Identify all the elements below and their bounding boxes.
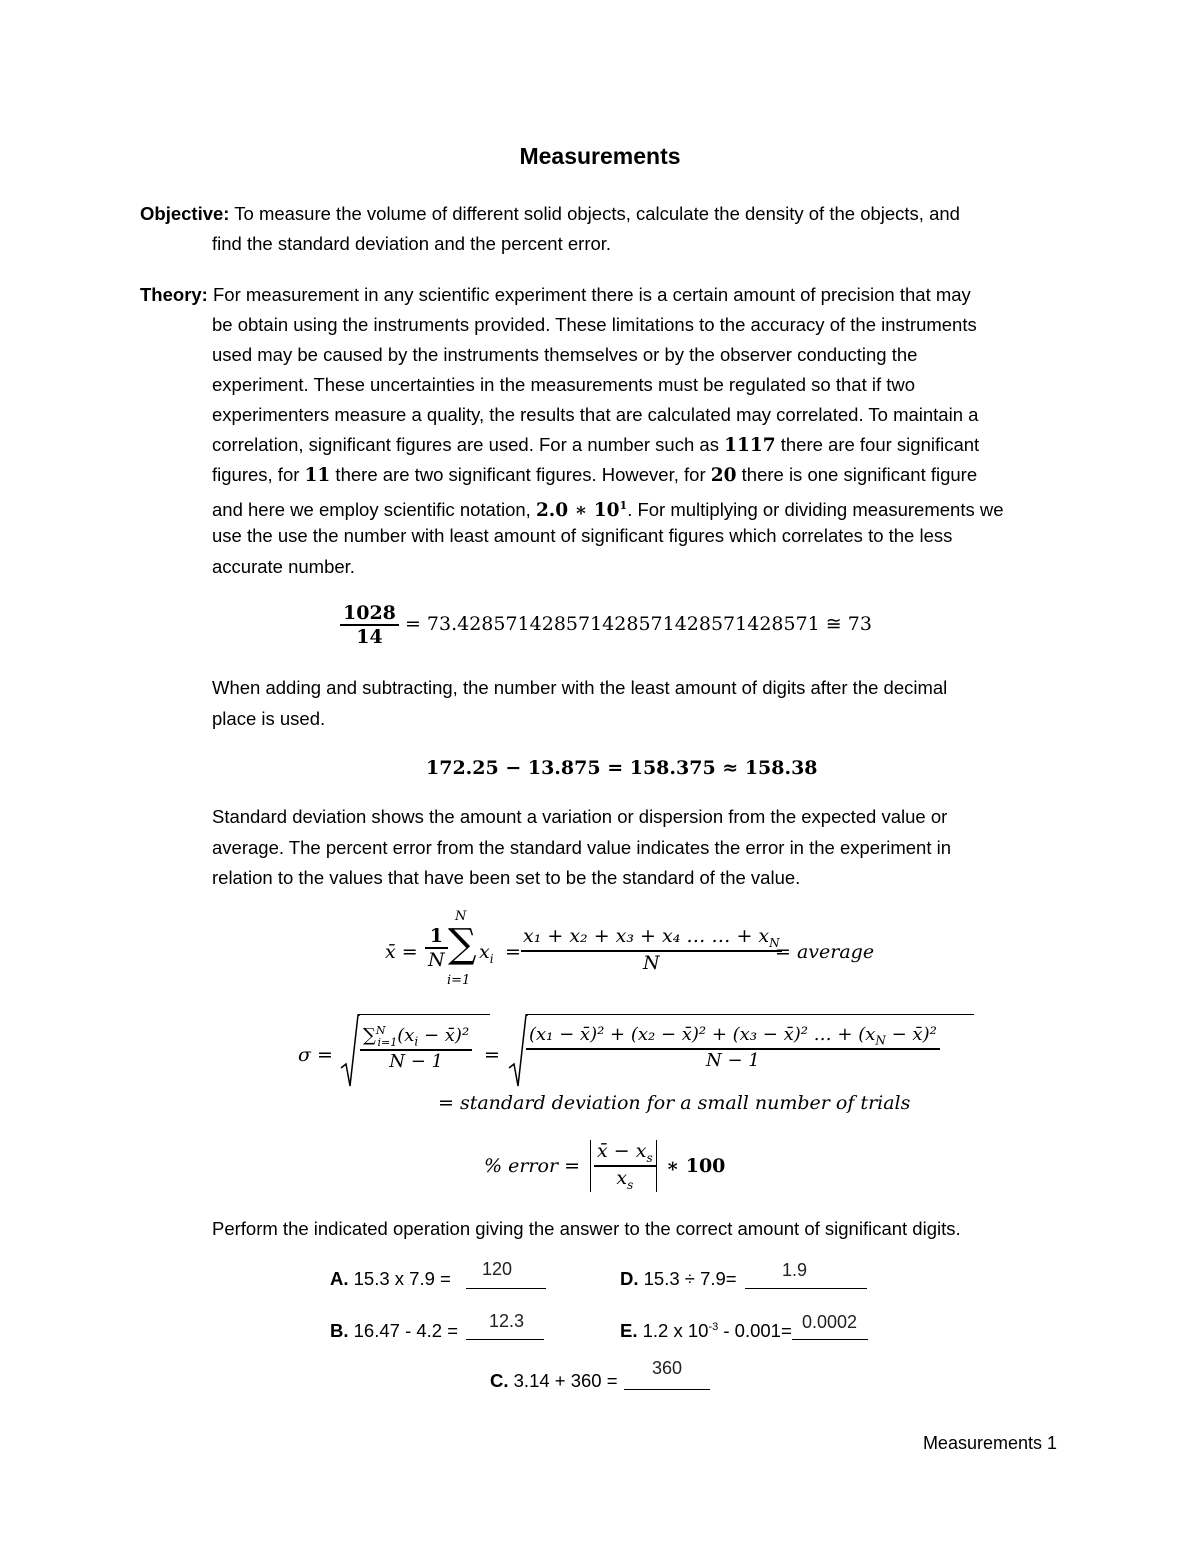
problem-e-expr-post: - 0.001= bbox=[718, 1320, 792, 1341]
problem-c bbox=[490, 1370, 618, 1392]
answer-blank-d[interactable] bbox=[745, 1288, 867, 1289]
division-equation bbox=[340, 602, 872, 648]
scientific-notation: 2.0 ∗ 10 bbox=[535, 500, 620, 522]
sigma-numerator-2-sub: N bbox=[875, 1033, 886, 1048]
sum-numerator bbox=[521, 925, 782, 952]
problem-b-label: B. bbox=[330, 1320, 349, 1341]
average-lhs: x̄ = bbox=[385, 941, 418, 963]
sum-numerator-subscript: N bbox=[769, 935, 780, 950]
theory-text-6a: correlation, significant figures are used. For a number such as bbox=[212, 434, 725, 455]
problem-b-expr: 16.47 - 4.2 = bbox=[348, 1320, 459, 1341]
instruction-text: Perform the indicated operation giving the answer to the correct amount of significant digits. bbox=[212, 1218, 961, 1239]
answer-blank-c[interactable] bbox=[624, 1389, 710, 1390]
equals-sign: = bbox=[505, 941, 521, 963]
sqrt-symbol-2 bbox=[508, 1012, 528, 1088]
sum-sup: N bbox=[375, 1024, 386, 1037]
sigma-numerator-1-tail: − x̄)² bbox=[418, 1025, 470, 1046]
sum-term bbox=[479, 941, 494, 966]
number-1117: 1117 bbox=[724, 435, 776, 456]
theory-line-7 bbox=[212, 460, 977, 491]
answer-e: 0.0002 bbox=[802, 1312, 858, 1332]
theory-line-9: use the use the number with least amount of significant figures which correlates to the less bbox=[212, 525, 953, 546]
sigma-numerator-1-sub: i bbox=[414, 1034, 419, 1049]
sigma-denominator-1: N − 1 bbox=[389, 1050, 443, 1072]
error-denominator-text: x bbox=[616, 1166, 628, 1189]
error-numerator-text: x̄ − x bbox=[597, 1140, 647, 1162]
division-fraction bbox=[340, 602, 399, 648]
problem-a bbox=[330, 1268, 451, 1290]
problem-c-expr: 3.14 + 360 = bbox=[508, 1370, 618, 1391]
sigma-fraction-1 bbox=[360, 1024, 472, 1072]
error-lhs: % error = bbox=[484, 1155, 580, 1177]
sigma-denominator-2: N − 1 bbox=[706, 1049, 760, 1071]
theory-text-7c: there is one significant figure bbox=[736, 464, 978, 485]
problem-a-label: A. bbox=[330, 1268, 349, 1289]
theory-text-8b: . For multiplying or dividing measurements we bbox=[627, 499, 1004, 521]
sigma-equals: = bbox=[484, 1044, 500, 1066]
stddev-line-3: relation to the values that have been set to be the standard of the value. bbox=[212, 867, 801, 888]
sqrt-symbol-1 bbox=[340, 1012, 360, 1088]
sum-fraction bbox=[521, 925, 782, 974]
sigma-lhs: σ = bbox=[298, 1044, 333, 1066]
problem-c-label: C. bbox=[490, 1370, 509, 1391]
problem-d-expr: 15.3 ÷ 7.9= bbox=[638, 1268, 737, 1289]
sum-denominator: N bbox=[643, 951, 660, 974]
answer-b: 12.3 bbox=[489, 1311, 525, 1331]
theory-label: Theory: bbox=[140, 284, 208, 305]
theory-text-7a: figures, for bbox=[212, 464, 305, 485]
adding-line-2: place is used. bbox=[212, 708, 326, 729]
sigma-lower-limit: i=1 bbox=[447, 973, 471, 988]
objective-text-1: To measure the volume of different solid objects, calculate the density of the objects, and bbox=[229, 203, 960, 224]
theory-line-10: accurate number. bbox=[212, 556, 355, 577]
answer-c: 360 bbox=[652, 1358, 683, 1378]
error-rhs: ∗ 100 bbox=[666, 1155, 726, 1177]
problem-e-expr-pre: 1.2 x 10 bbox=[637, 1320, 709, 1341]
error-fraction bbox=[594, 1140, 656, 1192]
theory-text-6b: there are four significant bbox=[775, 434, 980, 455]
error-denominator-sub: s bbox=[627, 1177, 634, 1192]
x-subscript-i: i bbox=[489, 951, 494, 966]
theory-text-8a: and here we employ scientific notation, bbox=[212, 499, 536, 521]
sigma-upper-limit: N bbox=[455, 909, 467, 924]
error-denominator bbox=[594, 1167, 656, 1192]
theory-line-4: experiment. These uncertainties in the measurements must be regulated so that if two bbox=[212, 374, 916, 395]
sigma-fraction-2 bbox=[526, 1024, 940, 1071]
theory-text-1: For measurement in any scientific experiment there is a certain amount of precision that may bbox=[207, 284, 971, 305]
fraction-n: N bbox=[428, 949, 445, 971]
division-denominator: 14 bbox=[356, 626, 383, 648]
page-footer: Measurements 1 bbox=[922, 1433, 1057, 1453]
sigma-numerator-1 bbox=[360, 1024, 472, 1051]
sum-sub: i=1 bbox=[377, 1035, 398, 1049]
adding-line-1: When adding and subtracting, the number with the least amount of digits after the decimal bbox=[212, 677, 948, 698]
answer-blank-e[interactable] bbox=[792, 1339, 868, 1340]
sigma-numerator-2-tail: − x̄)² bbox=[885, 1024, 937, 1045]
abs-bar-right bbox=[656, 1140, 657, 1192]
answer-blank-a[interactable] bbox=[466, 1288, 546, 1289]
problem-e-exponent: -3 bbox=[708, 1320, 719, 1333]
sqrt-overline-1 bbox=[358, 1014, 490, 1015]
sigma-symbol: ∑ bbox=[448, 921, 477, 967]
theory-line-5: experimenters measure a quality, the results that are calculated may correlated. To maintain a bbox=[212, 404, 979, 425]
problem-e bbox=[620, 1320, 792, 1342]
sqrt-overline-2 bbox=[526, 1014, 974, 1015]
sigma-numerator-1-x: (x bbox=[397, 1025, 415, 1046]
error-numerator bbox=[594, 1140, 656, 1167]
objective-line-1 bbox=[140, 199, 960, 229]
one-over-n-fraction bbox=[425, 925, 448, 971]
number-20: 20 bbox=[710, 465, 737, 486]
sum-symbol: ∑ bbox=[363, 1025, 376, 1046]
average-rhs: = average bbox=[775, 941, 875, 963]
answer-blank-b[interactable] bbox=[466, 1339, 544, 1340]
theory-line-1 bbox=[140, 280, 971, 310]
sum-numerator-text: x₁ + x₂ + x₃ + x₄ … … + x bbox=[523, 925, 770, 947]
sigma-numerator-2 bbox=[526, 1024, 940, 1050]
problem-a-expr: 15.3 x 7.9 = bbox=[348, 1268, 451, 1289]
division-result: = 73.428571428571428571428571428571 ≅ 73 bbox=[404, 613, 872, 635]
number-11: 11 bbox=[304, 465, 331, 486]
fraction-one: 1 bbox=[425, 925, 448, 949]
problem-d bbox=[620, 1268, 737, 1290]
sigma-numerator-2-text: (x₁ − x̄)² + (x₂ − x̄)² + (x₃ − x̄)² … + (x bbox=[529, 1024, 876, 1045]
objective-line-2: find the standard deviation and the percent error. bbox=[212, 233, 612, 254]
objective-label: Objective: bbox=[140, 203, 230, 224]
problem-e-label: E. bbox=[620, 1320, 638, 1341]
x-variable: x bbox=[479, 941, 490, 963]
theory-line-3: used may be caused by the instruments themselves or by the observer conducting the bbox=[212, 344, 918, 365]
abs-bar-left bbox=[590, 1140, 591, 1192]
scientific-exponent: 1 bbox=[619, 499, 628, 512]
theory-line-6 bbox=[212, 430, 979, 461]
stddev-line-1: Standard deviation shows the amount a variation or dispersion from the expected value or bbox=[212, 806, 948, 827]
problem-b bbox=[330, 1320, 458, 1342]
problem-d-label: D. bbox=[620, 1268, 639, 1289]
sigma-caption: = standard deviation for a small number of trials bbox=[438, 1092, 911, 1114]
theory-line-2: be obtain using the instruments provided. These limitations to the accuracy of the instruments bbox=[212, 314, 977, 335]
error-numerator-sub: s bbox=[646, 1150, 653, 1165]
answer-a: 120 bbox=[482, 1259, 513, 1279]
stddev-line-2: average. The percent error from the standard value indicates the error in the experiment in bbox=[212, 837, 952, 858]
division-numerator: 1028 bbox=[340, 602, 399, 626]
page-title: Measurements bbox=[519, 143, 681, 169]
answer-d: 1.9 bbox=[782, 1260, 808, 1280]
subtraction-equation: 172.25 − 13.875 = 158.375 ≈ 158.38 bbox=[426, 757, 818, 779]
theory-text-7b: there are two significant figures. However, for bbox=[330, 464, 711, 485]
